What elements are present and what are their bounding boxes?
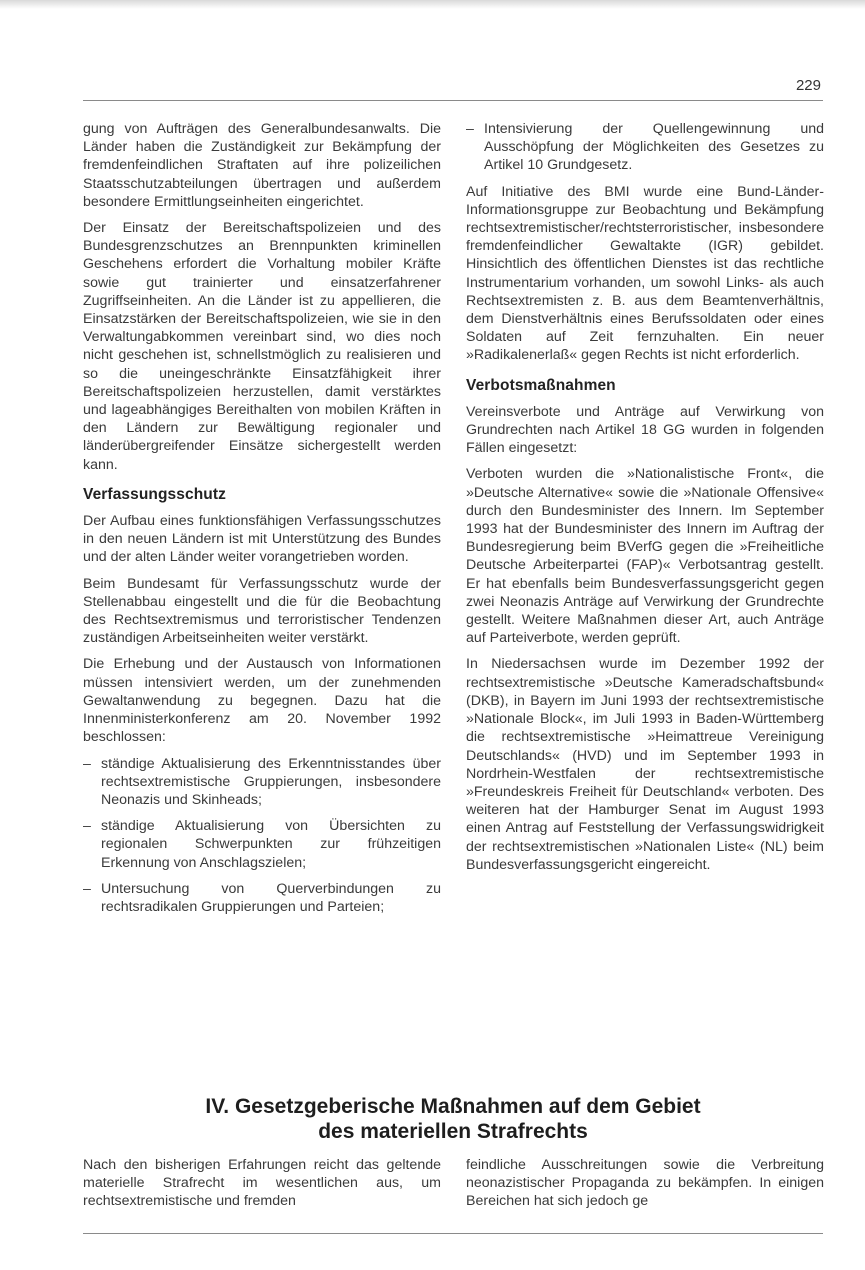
header-rule [83,100,823,101]
list-item [83,880,441,916]
paragraph: Der Aufbau eines funktionsfähigen Verfassungsschutzes in den neuen Ländern ist mit Unterstützung des Bundes und der alten Länder weiter vorangetrieben worden. [83,513,441,566]
chapter-intro-right: feindliche Ausschreitungen sowie die Verbreitung neonazistischer Propaganda zu bekämpfen. In einigen Bereichen hat sich jedoch ge [466,1157,824,1210]
page-number: 229 [795,77,821,94]
list-dash: – [466,121,474,137]
measures-list [83,755,441,917]
measures-list-continued [466,120,824,175]
list-item [83,755,441,810]
chapter-title [83,1094,823,1144]
chapter-title-line-2: des materiellen Strafrechts [318,1120,588,1143]
paragraph: Vereinsverbote und Anträge auf Verwirkung von Grundrechten nach Artikel 18 GG wurden in folgenden Fällen eingesetzt: [466,403,824,457]
list-dash: – [83,818,91,835]
paragraph: Auf Initiative des BMI wurde eine Bund-Länder-Informationsgruppe zur Beobachtung und Bekämpfung rechtsextremistischer/rechtsterroristischer, insbesondere fremdenfeindlicher Gewaltakte (IGR) gebildet. Hinsichtlich des öffentlichen Dienstes ist das rechtliche Instrumentarium vorhanden, um sowohl Links- als auch Rechtsextremisten z. B. aus dem Beamtenverhältnis, dem Dienstverhältnis eines Berufssoldaten oder eines Soldaten auf Zeit fernzuhalten. Ein neuer »Radikalenerlaß« gegen Rechts ist nicht erforderlich. [466,183,824,364]
section-heading-verfassungsschutz: Verfassungsschutz [83,485,226,503]
list-dash: – [83,880,91,897]
list-item-text: Intensivierung der Quellengewinnung und Ausschöpfung der Möglichkeiten des Gesetzes zu Artikel 10 Grundgesetz. [484,121,824,174]
paragraph: Beim Bundesamt für Verfassungsschutz wurde der Stellenabbau eingestellt und die für die Beobachtung des Rechtsextremismus und terroristischer Tendenzen zuständigen Arbeitseinheiten weiter verstärkt. [83,575,441,647]
left-column [83,120,441,924]
list-item [466,120,824,175]
footer-rule [83,1233,823,1234]
list-dash: – [83,755,91,772]
scan-edge [0,0,865,9]
list-item-text: Untersuchung von Querverbindungen zu rechtsradikalen Gruppierungen und Parteien; [101,880,441,915]
chapter-title-line-1: IV. Gesetzgeberische Maßnahmen auf dem Gebiet [205,1095,701,1118]
list-item-text: ständige Aktualisierung des Erkenntnisstandes über rechtsextremistische Gruppierungen, insbesondere Neonazis und Skinheads; [101,755,441,808]
paragraph: Der Einsatz der Bereitschaftspolizeien und des Bundesgrenzschutzes an Brennpunkten kriminellen Geschehens erfordert die Vorhaltung mobiler Kräfte sowie gut trainierter und einsatzerfahrener Zugriffseinheiten. An die Länder ist zu appellieren, die Einsatzstärken der Bereitschaftspolizeien, wie sie in den Verwaltungabkommen vereinbart sind, wo dies noch nicht geschehen ist, schnellstmöglich zu realisieren und so die uneingeschränkte Einsatzfähigkeit ihrer Bereitschaftspolizeien herzustellen, damit verstärktes und lageabhängiges Bereithalten von mobilen Kräften in den Ländern zur Bewältigung regionaler und länderübergreifender Einsätze sichergestellt werden kann. [83,220,441,473]
paragraph: gung von Aufträgen des Generalbundesanwalts. Die Länder haben die Zuständigkeit zur Bekämpfung der fremdenfeindlichen Straftaten auf ihre polizeilichen Staatsschutzabteilungen übertragen und außerdem besondere Ermittlungseinheiten eingerichtet. [83,121,441,210]
list-item-text: ständige Aktualisierung von Übersichten zu regionalen Schwerpunkten zur frühzeitigen Erkennung von Anschlagszielen; [101,818,441,871]
section-heading-verbotsmassnahmen: Verbotsmaßnahmen [466,376,616,394]
chapter-intro-left: Nach den bisherigen Erfahrungen reicht das geltende materielle Strafrecht im wesentlichen aus, um rechtsextremistische und fremden [83,1157,441,1210]
right-column [466,120,824,882]
paragraph: In Niedersachsen wurde im Dezember 1992 der rechtsextremistische »Deutsche Kameradschaftsbund« (DKB), in Bayern im Juni 1993 der rechtsextremistische »Nationale Block«, im Juli 1993 in Baden-Württemberg die rechtsextremistische »Heimattreue Vereinigung Deutschlands« (HVD) und im September 1993 in Nordrhein-Westfalen der rechtsextremistische »Freundeskreis Freiheit für Deutschland« verboten. Des weiteren hat der Hamburger Senat im August 1993 einen Antrag auf Feststellung der Verfassungswidrigkeit der rechtsextremistischen »Nationalen Liste« (NL) beim Bundesverfassungsgericht eingereicht. [466,656,824,873]
paragraph: Verboten wurden die »Nationalistische Front«, die »Deutsche Alternative« sowie die »Nationale Offensive« durch den Bundesminister des Innern. Im September 1993 hat der Bundesminister des Innern im Auftrag der Bundesregierung beim BVerfG gegen die »Freiheitliche Deutsche Arbeiterpartei (FAP)« Verbotsantrag gestellt. Er hat ebenfalls beim Bundesverfassungsgericht gegen zwei Neonazis Anträge auf Verwirkung der Grundrechte gestellt. Weitere Maßnahmen dieser Art, auch Anträge auf Parteiverbote, werden geprüft. [466,466,824,647]
paragraph: Die Erhebung und der Austausch von Informationen müssen intensiviert werden, um der zunehmenden Gewaltanwendung zu begegnen. Dazu hat die Innenministerkonferenz am 20. November 1992 beschlossen: [83,656,441,746]
list-item [83,817,441,872]
